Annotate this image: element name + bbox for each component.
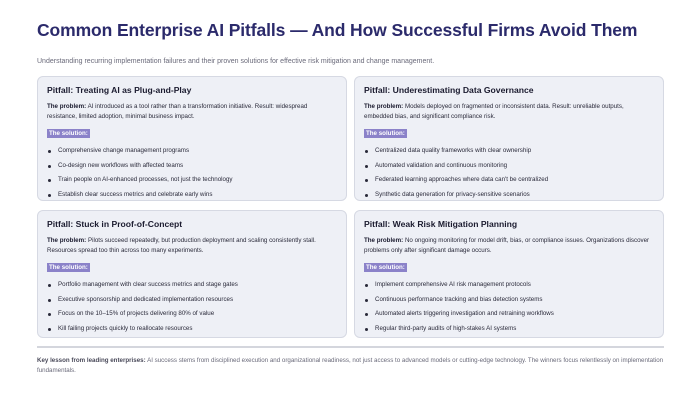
pitfall-card bbox=[354, 210, 664, 338]
solution-text: Continuous performance tracking and bias detection systems bbox=[375, 295, 543, 303]
bullet-icon bbox=[48, 150, 51, 153]
key-lesson-text: AI success stems from disciplined execution and organizational readiness, not just access to advanced models or cutting-edge technology. The winners focus relentlessly on implementation fundamentals. bbox=[37, 357, 664, 374]
solution-item bbox=[364, 188, 654, 202]
solution-list bbox=[364, 278, 654, 336]
solution-item bbox=[47, 159, 337, 174]
problem-label: The problem: bbox=[47, 103, 87, 110]
bullet-icon bbox=[365, 165, 368, 168]
solution-badge: The solution: bbox=[49, 130, 88, 137]
problem-statement bbox=[364, 236, 654, 256]
card-title: Pitfall: Weak Risk Mitigation Planning bbox=[364, 219, 518, 229]
problem-text: Models deployed on fragmented or inconsistent data. Result: unreliable outputs, embedded bias, and significant compliance risk. bbox=[364, 103, 624, 120]
problem-statement bbox=[47, 236, 337, 256]
solution-text: Focus on the 10–15% of projects delivering 80% of value bbox=[58, 310, 215, 317]
solution-item bbox=[364, 173, 654, 188]
solution-text: Regular third-party audits of high-stakes AI systems bbox=[375, 324, 517, 332]
problem-statement bbox=[364, 102, 654, 122]
solution-item bbox=[364, 322, 654, 337]
bullet-icon bbox=[48, 165, 51, 168]
solution-item bbox=[47, 307, 337, 322]
bullet-icon bbox=[48, 194, 51, 197]
solution-item bbox=[47, 173, 337, 188]
problem-text: No ongoing monitoring for model drift, bias, or compliance issues. Organizations discover problems only after significant damage occurs. bbox=[364, 237, 650, 254]
solution-item bbox=[47, 293, 337, 308]
solution-item bbox=[47, 144, 337, 159]
solution-item bbox=[364, 307, 654, 322]
problem-text: AI introduced as a tool rather than a transformation initiative. Result: widespread resistance, limited adoption, minimal business impact. bbox=[47, 103, 308, 120]
bullet-icon bbox=[365, 284, 368, 287]
problem-statement bbox=[47, 102, 337, 122]
pitfall-card bbox=[37, 76, 347, 201]
bullet-icon bbox=[365, 194, 368, 197]
solution-text: Train people on AI-enhanced processes, not just the technology bbox=[58, 176, 233, 183]
solution-text: Kill failing projects quickly to reallocate resources bbox=[58, 324, 193, 332]
card-title: Pitfall: Underestimating Data Governance bbox=[364, 85, 534, 95]
solution-list bbox=[364, 144, 654, 201]
bullet-icon bbox=[48, 313, 51, 316]
solution-item bbox=[47, 322, 337, 337]
solution-item bbox=[364, 144, 654, 159]
solution-item bbox=[364, 159, 654, 174]
pitfall-grid bbox=[37, 76, 664, 338]
problem-label: The problem: bbox=[364, 237, 404, 244]
problem-label: The problem: bbox=[364, 103, 404, 110]
card-title: Pitfall: Stuck in Proof-of-Concept bbox=[47, 219, 183, 229]
solution-text: Comprehensive change management programs bbox=[58, 147, 190, 154]
solution-item bbox=[364, 293, 654, 308]
solution-item bbox=[47, 188, 337, 202]
solution-text: Executive sponsorship and dedicated implementation resources bbox=[58, 295, 234, 303]
solution-text: Implement comprehensive AI risk management protocols bbox=[375, 281, 531, 288]
pitfall-card bbox=[37, 210, 347, 338]
solution-text: Federated learning approaches where data can't be centralized bbox=[375, 176, 549, 183]
solution-text: Automated validation and continuous monitoring bbox=[375, 161, 508, 169]
bullet-icon bbox=[48, 328, 51, 331]
solution-text: Automated alerts triggering investigation and retraining workflows bbox=[375, 310, 554, 317]
bullet-icon bbox=[365, 150, 368, 153]
solution-item bbox=[364, 278, 654, 293]
solution-badge: The solution: bbox=[49, 264, 88, 271]
solution-text: Co-design new workflows with affected teams bbox=[58, 161, 184, 169]
footer-divider bbox=[37, 346, 664, 348]
page-title: Common Enterprise AI Pitfalls — And How Successful Firms Avoid Them bbox=[37, 20, 638, 40]
solution-badge: The solution: bbox=[366, 264, 405, 271]
solution-text: Synthetic data generation for privacy-sensitive scenarios bbox=[375, 190, 530, 198]
problem-label: The problem: bbox=[47, 237, 87, 244]
solution-badge: The solution: bbox=[366, 130, 405, 137]
bullet-icon bbox=[48, 179, 51, 182]
solution-list bbox=[47, 278, 337, 336]
solution-text: Portfolio management with clear success metrics and stage gates bbox=[58, 281, 238, 288]
key-lesson-label: Key lesson from leading enterprises: bbox=[37, 357, 146, 364]
bullet-icon bbox=[48, 299, 51, 302]
solution-item bbox=[47, 278, 337, 293]
page-subtitle: Understanding recurring implementation failures and their proven solutions for effective risk mitigation and change management. bbox=[37, 58, 435, 65]
pitfall-card bbox=[354, 76, 664, 201]
card-title: Pitfall: Treating AI as Plug-and-Play bbox=[47, 85, 192, 95]
solution-text: Establish clear success metrics and celebrate early wins bbox=[58, 190, 213, 198]
bullet-icon bbox=[365, 299, 368, 302]
solution-text: Centralized data quality frameworks with clear ownership bbox=[375, 147, 532, 154]
problem-text: Pilots succeed repeatedly, but production deployment and scaling consistently stall. Resources spread too thin across too many experiments. bbox=[47, 237, 316, 254]
bullet-icon bbox=[365, 313, 368, 316]
key-lesson bbox=[37, 356, 664, 376]
solution-list bbox=[47, 144, 337, 201]
bullet-icon bbox=[48, 284, 51, 287]
bullet-icon bbox=[365, 328, 368, 331]
bullet-icon bbox=[365, 179, 368, 182]
